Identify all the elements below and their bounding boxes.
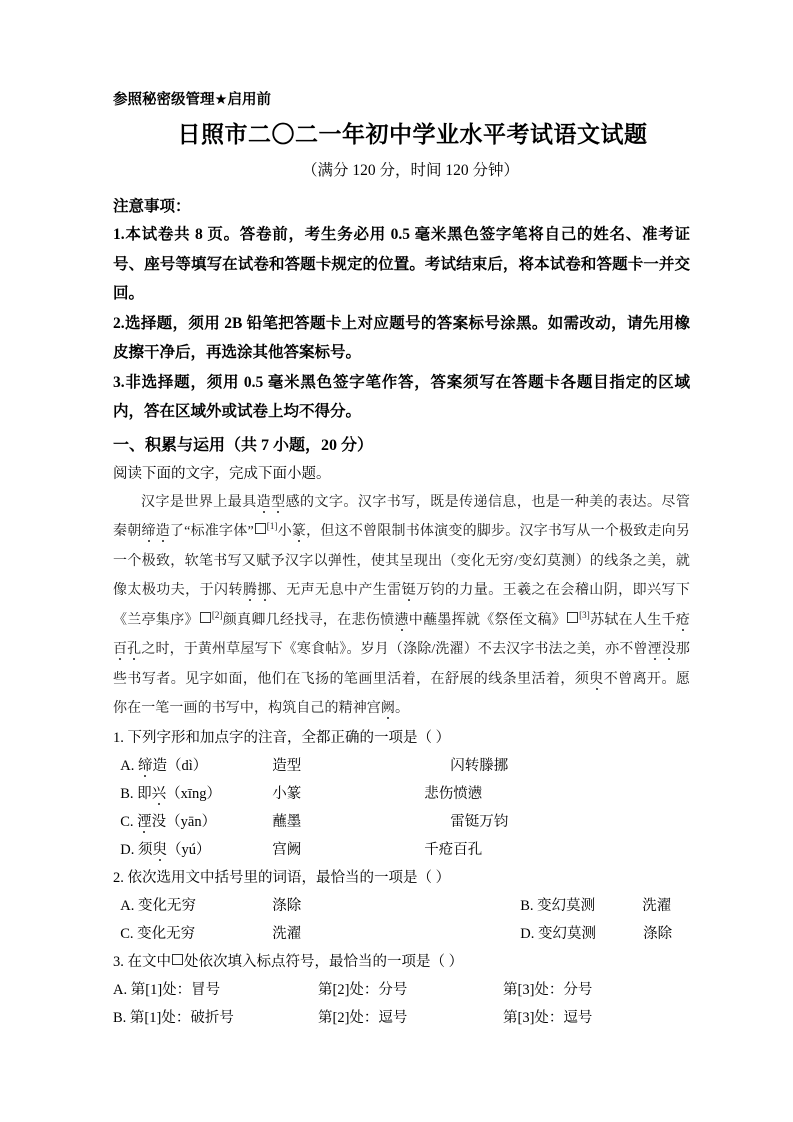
passage-text: 。 xyxy=(395,701,410,716)
option-label: B. xyxy=(120,785,134,802)
blank-box-icon xyxy=(172,954,183,965)
question-1-option-b[interactable] xyxy=(113,780,690,808)
question-1-option-a[interactable] xyxy=(113,752,690,780)
option-col-2: 第[2]处：分号 xyxy=(318,981,408,998)
option-text: 变化无穷 xyxy=(137,925,196,942)
blank-ref-2: [2] xyxy=(211,609,223,620)
option-col-3: 千疮百孔 xyxy=(424,841,483,858)
question-number: 3. xyxy=(113,953,124,970)
dotted-char: 懑 xyxy=(394,612,409,628)
option-label-col xyxy=(113,976,318,1004)
option-label-col xyxy=(120,808,272,836)
option-col-3: 第[3]处：分号 xyxy=(503,981,593,998)
dotted-char: 造 xyxy=(256,494,272,510)
question-2-options-row-1[interactable] xyxy=(113,892,690,920)
passage-text: 之时，于黄州草屋写下《寒食帖》。岁月（涤除/洗濯）不去汉字书法之美，亦不曾 xyxy=(141,642,648,657)
dotted-char: 臾 xyxy=(589,671,604,687)
question-1-option-d[interactable] xyxy=(113,836,690,864)
passage-text: 汉字是世界上最具 xyxy=(141,494,257,510)
option-col-2: 造型 xyxy=(272,757,302,774)
question-3-stem xyxy=(113,948,690,976)
option-label: A. xyxy=(113,981,128,998)
question-number: 2. xyxy=(113,869,124,886)
question-1-stem xyxy=(113,724,690,752)
option-col-2: 小篆 xyxy=(272,785,302,802)
question-1-option-c[interactable] xyxy=(113,808,690,836)
option-col-3: 悲伤愤懑 xyxy=(424,785,483,802)
question-2-option-b[interactable] xyxy=(520,892,671,920)
blank-ref-3: [3] xyxy=(579,609,590,620)
dotted-char: 孔 xyxy=(127,642,142,657)
option-text: 变幻莫测 xyxy=(537,925,596,942)
dotted-char: 疮 xyxy=(675,612,690,628)
dotted-char: 挪 xyxy=(257,583,272,598)
passage-text: ，但这不曾限制书体演变的脚步。汉字书写从一个极致走向另一个极致，软笔书写又赋予汉字以弹性，使其呈现出（变化无穷/变幻莫测）的线条之美，就像太极功夫，于闪转 xyxy=(113,524,691,598)
option-label: A. xyxy=(120,897,135,914)
notice-item-3: 3.非选择题，须用 0.5 毫米黑色签字笔作答，答案须写在答题卡各题目指定的区域内，答在区域外或试卷上均不得分。 xyxy=(113,373,690,420)
question-2-stem xyxy=(113,864,690,892)
option-col-2: 第[2]处：逗号 xyxy=(318,1009,408,1026)
option-col-2: 涤除 xyxy=(272,897,302,914)
option-label-col xyxy=(120,780,272,808)
option-label: B. xyxy=(113,1009,127,1026)
question-text: 处依次填入标点符号，最恰当的一项是（ ） xyxy=(184,953,464,970)
punctuation-blank-box-1 xyxy=(255,523,266,534)
option-label-col xyxy=(113,1004,318,1032)
passage-text: 中蘸墨挥就《祭侄文稿》 xyxy=(408,612,567,628)
dotted-char: 缔 xyxy=(141,524,156,539)
option-label: C. xyxy=(120,925,134,942)
option-text: 变化无穷 xyxy=(137,897,196,914)
section-lead-in: 阅读下面的文字，完成下面小题。 xyxy=(113,465,331,482)
question-2-option-c[interactable] xyxy=(120,920,272,948)
question-3-option-a[interactable] xyxy=(113,976,690,1004)
option-col-3: 雷铤万钧 xyxy=(450,813,509,830)
question-2-option-d[interactable] xyxy=(520,920,672,948)
passage-text: 了“标准字体” xyxy=(169,524,254,539)
option-label: A. xyxy=(120,757,135,774)
question-text: 依次选用文中括号里的词语，最恰当的一项是（ ） xyxy=(127,869,451,886)
option-col-2: 洗濯 xyxy=(272,925,302,942)
option-col-3: 第[3]处：逗号 xyxy=(503,1009,593,1026)
passage-text: 小 xyxy=(277,524,292,539)
dotted-char: 湮 xyxy=(647,642,662,657)
passage-text: 那些书写者。见字如面，他们在飞扬的笔画里活着，在舒展的线条里活着，须 xyxy=(113,642,690,687)
option-text: 涤除 xyxy=(643,925,673,942)
dotted-char: 型 xyxy=(271,494,286,510)
question-number: 1. xyxy=(113,729,124,746)
option-col-3: 闪转滕挪 xyxy=(450,757,509,774)
dotted-char: 兴 xyxy=(151,785,167,802)
option-text: 没（yān） xyxy=(151,813,217,830)
dotted-char: 篆 xyxy=(291,524,307,539)
option-label: C. xyxy=(120,813,134,830)
option-text: 即 xyxy=(137,785,152,802)
option-col-2: 蘸墨 xyxy=(272,813,302,830)
option-col-2: 宫阙 xyxy=(272,841,302,858)
option-label: B. xyxy=(520,897,534,914)
question-2-option-a[interactable] xyxy=(120,892,272,920)
blank-ref-1: [1] xyxy=(266,521,278,531)
reading-passage xyxy=(113,488,690,724)
option-text: 造（dì） xyxy=(152,757,208,774)
dotted-char: 没 xyxy=(661,642,676,657)
passage-text: 、无声无息中产生雷 xyxy=(271,583,402,598)
notice-item-2: 2.选择题，须用 2B 铅笔把答题卡上对应题号的答案标号涂黑。如需改动，请先用橡皮擦干净后，再选涂其他答案标号。 xyxy=(113,314,690,361)
question-text: 在文中 xyxy=(127,953,171,970)
option-text: 变幻莫测 xyxy=(537,897,596,914)
option-text: （yú） xyxy=(166,841,211,858)
passage-text: 颜真卿几经找寻，在悲伤愤 xyxy=(222,612,395,628)
exam-subtitle: （满分 120 分，时间 120 分钟） xyxy=(301,162,519,179)
dotted-char: 腾 xyxy=(242,583,258,598)
passage-text: 苏轼在人生千 xyxy=(589,612,676,628)
dotted-char: 湮 xyxy=(137,813,152,830)
option-text: 洗濯 xyxy=(642,897,672,914)
punctuation-blank-box-3 xyxy=(567,612,578,623)
passage-text: 感的文字。汉字书写，既是传递信息，也是一种美的表达。尽管秦朝 xyxy=(113,494,690,539)
punctuation-blank-box-2 xyxy=(200,612,211,623)
option-text: 第[1]处：破折号 xyxy=(129,1009,234,1026)
option-label: D. xyxy=(120,841,135,858)
dotted-char: 百 xyxy=(113,642,128,657)
dotted-char: 缔 xyxy=(137,757,153,774)
dotted-char: 铤 xyxy=(401,583,417,598)
option-label: D. xyxy=(520,925,535,942)
notice-item-1: 1.本试卷共 8 页。答卷前，考生务必用 0.5 毫米黑色签字笔将自己的姓名、准考证号、座号等填写在试卷和答题卡规定的位置。考试结束后，将本试卷和答题卡一并交回。 xyxy=(113,226,690,302)
page-title: 日照市二〇二一年初中学业水平考试语文试题 xyxy=(177,121,648,148)
question-2-options-row-2[interactable] xyxy=(113,920,690,948)
option-text: 须 xyxy=(137,841,153,858)
passage-text: 不曾离开。愿你在一笔一画的书写中，构筑自己的精神宫 xyxy=(113,671,690,716)
option-text: （xīng） xyxy=(166,785,221,802)
option-label-col xyxy=(120,836,272,864)
question-text: 下列字形和加点字的注音，全都正确的一项是（ ） xyxy=(127,729,451,746)
option-text: 第[1]处：冒号 xyxy=(130,981,221,998)
secrecy-notice: 参照秘密级管理★启用前 xyxy=(113,92,271,108)
notice-heading: 注意事项： xyxy=(113,198,191,215)
question-3-option-b[interactable] xyxy=(113,1004,690,1032)
passage-text: 万钧的力量。王羲之在会稽山阴，即兴写下《兰亭集序》 xyxy=(113,583,690,628)
section-title: 一、积累与运用（共 7 小题，20 分） xyxy=(113,436,374,454)
dotted-char: 造 xyxy=(155,524,170,539)
option-label-col xyxy=(120,752,272,780)
dotted-char: 阙 xyxy=(380,701,396,716)
dotted-char: 臾 xyxy=(152,841,167,858)
